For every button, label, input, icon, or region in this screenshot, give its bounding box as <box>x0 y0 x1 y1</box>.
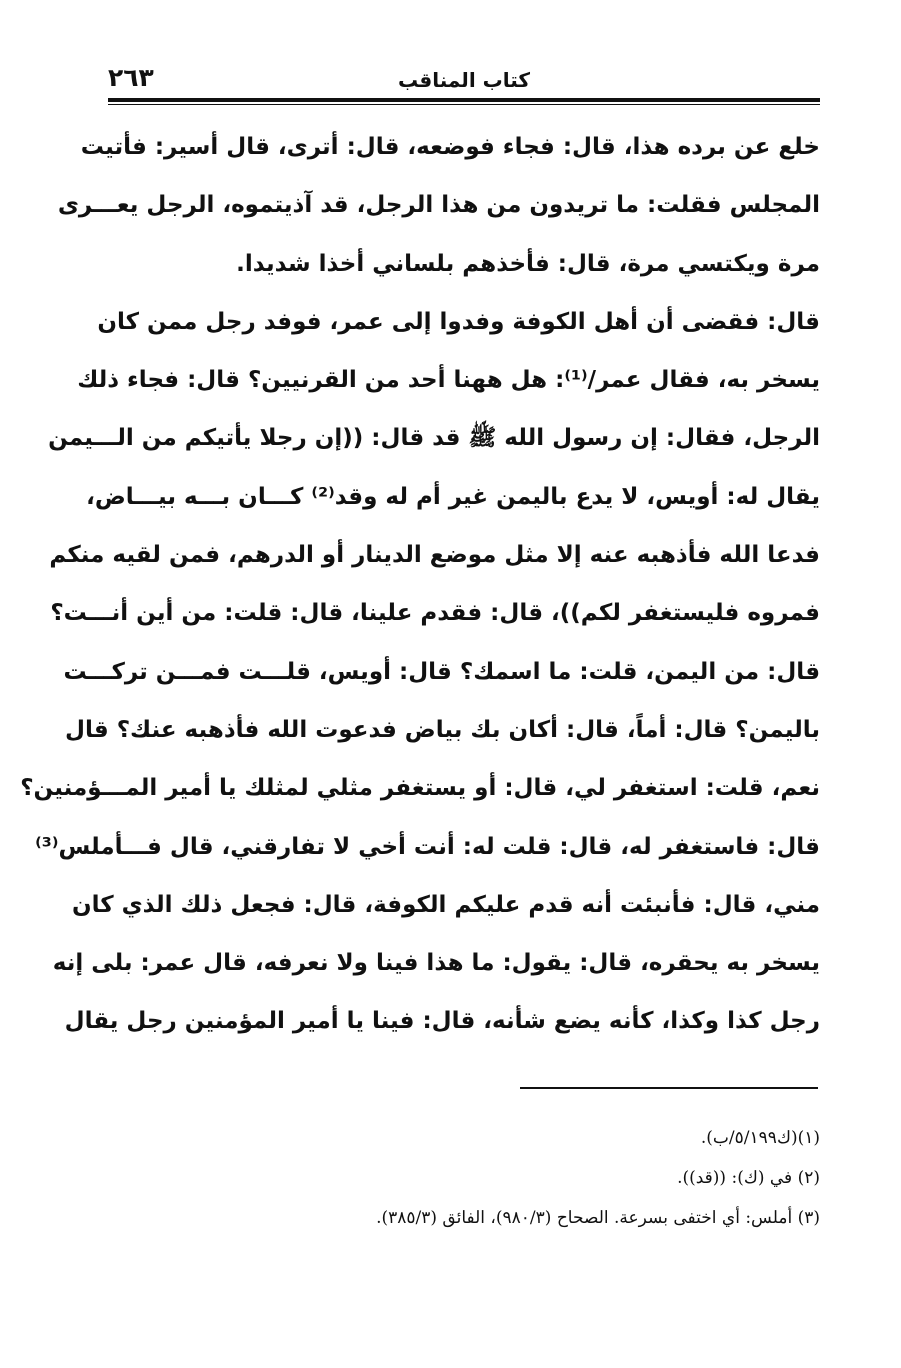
text-line: نعم، قلت: استغفر لي، قال: أو يستغفر مثلي لمثلك يا أمير المـــؤمنين؟ <box>20 775 820 802</box>
footnote-3: (٣) أملس: أي اختفى بسرعة. الصحاح (٩٨٠/٣)، الفائق (٣٨٥/٣). <box>376 1208 820 1228</box>
footnote-2: (٢) في (ك): ((قد)). <box>677 1168 820 1188</box>
text-line: فدعا الله فأذهبه عنه إلا مثل موضع الدينار أو الدرهم، فمن لقيه منكم <box>49 542 820 569</box>
text-line: مني، قال: فأنبئت أنه قدم عليكم الكوفة، قال: فجعل ذلك الذي كان <box>71 891 820 918</box>
header-rule-thin <box>108 104 820 105</box>
page-number: ٢٦٣ <box>108 63 154 92</box>
footnotes <box>108 1118 820 1238</box>
text-line: مرة ويكتسي مرة، قال: فأخذهم بلساني أخذا شديدا. <box>236 250 820 277</box>
text-line: يسخر به يحقره، قال: يقول: ما هذا فينا ولا نعرفه، قال عمر: بلى إنه <box>52 950 820 977</box>
footnote-separator <box>520 1087 818 1089</box>
text-line: قال: فاستغفر له، قال: قلت له: أنت أخي لا تفارقني، قال فـــأملس⁽³⁾ <box>35 833 820 860</box>
text-line: يسخر به، فقال عمر/⁽¹⁾: هل ههنا أحد من القرنيين؟ قال: فجاء ذلك <box>77 367 820 394</box>
footnote-1: (١)(ك٥/١٩٩/ب). <box>700 1128 820 1148</box>
text-line: يقال له: أويس، لا يدع باليمن غير أم له وقد⁽²⁾ كـــان بـــه بيـــاض، <box>86 483 820 510</box>
text-line: المجلس فقلت: ما تريدون من هذا الرجل، قد آذيتموه، الرجل يعـــرى <box>57 192 820 219</box>
text-line: قال: فقضى أن أهل الكوفة وفدوا إلى عمر، فوفد رجل ممن كان <box>97 308 820 335</box>
text-line: قال: من اليمن، قلت: ما اسمك؟ قال: أويس، قلـــت فمـــن تركـــت <box>63 658 820 685</box>
header-rule <box>108 98 820 102</box>
text-line: خلع عن برده هذا، قال: فجاء فوضعه، قال: أترى، قال أسير: فأتيت <box>80 134 820 160</box>
text-line: رجل كذا وكذا، كأنه يضع شأنه، قال: فينا يا أمير المؤمنين رجل يقال <box>64 1008 820 1035</box>
text-line: باليمن؟ قال: أماً، قال: أكان بك بياض فدعوت الله فأذهبه عنك؟ قال <box>65 716 820 743</box>
page-header <box>108 62 820 102</box>
running-title: كتاب المناقب <box>397 68 531 92</box>
main-text <box>20 118 820 1051</box>
text-line: فمروه فليستغفر لكم))، قال: فقدم علينا، قال: قلت: من أين أنـــت؟ <box>50 600 820 627</box>
text-line: الرجل، فقال: إن رسول الله ﷺ قد قال: ((إن رجلا يأتيكم من الـــيمن <box>48 425 820 452</box>
